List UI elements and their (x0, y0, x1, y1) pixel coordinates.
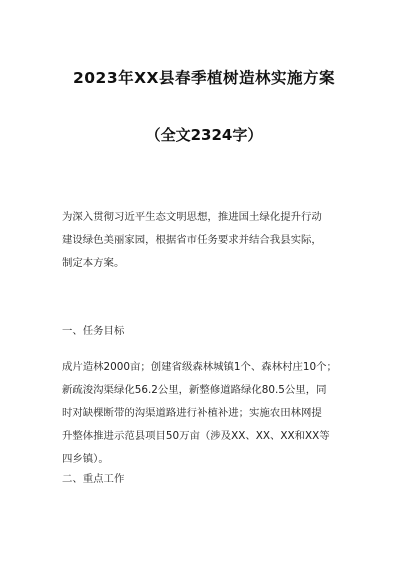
paragraph-line: 新疏浚沟渠绿化56.2公里，新整修道路绿化80.5公里，同 (62, 384, 327, 396)
section-heading-task-goals (62, 320, 352, 343)
paragraph-line: 制定本方案。 (62, 257, 125, 269)
intro-paragraph (62, 206, 352, 275)
document-subtitle: （全文2324字） (145, 126, 263, 144)
paragraph-line: 建设绿色美丽家园，根据省市任务要求并结合我县实际， (62, 234, 322, 246)
section-heading-key-work (62, 468, 352, 491)
section-body-task-goals (62, 356, 352, 471)
paragraph-line: 成片造林2000亩；创建省级森林城镇1个、森林村庄10个； (62, 361, 337, 373)
section-heading-text: 一、任务目标 (62, 325, 125, 337)
paragraph-line: 升整体推进示范县项目50万亩（涉及XX、XX、XX和XX等 (62, 430, 330, 442)
paragraph-line: 四乡镇）。 (62, 453, 109, 465)
section-heading-text: 二、重点工作 (62, 473, 125, 485)
document-title: 2023年XX县春季植树造林实施方案 (72, 69, 336, 87)
paragraph-line: 时对缺棵断带的沟渠道路进行补植补进；实施农田林网提 (62, 407, 322, 419)
paragraph-line: 为深入贯彻习近平生态文明思想，推进国土绿化提升行动 (62, 211, 322, 223)
